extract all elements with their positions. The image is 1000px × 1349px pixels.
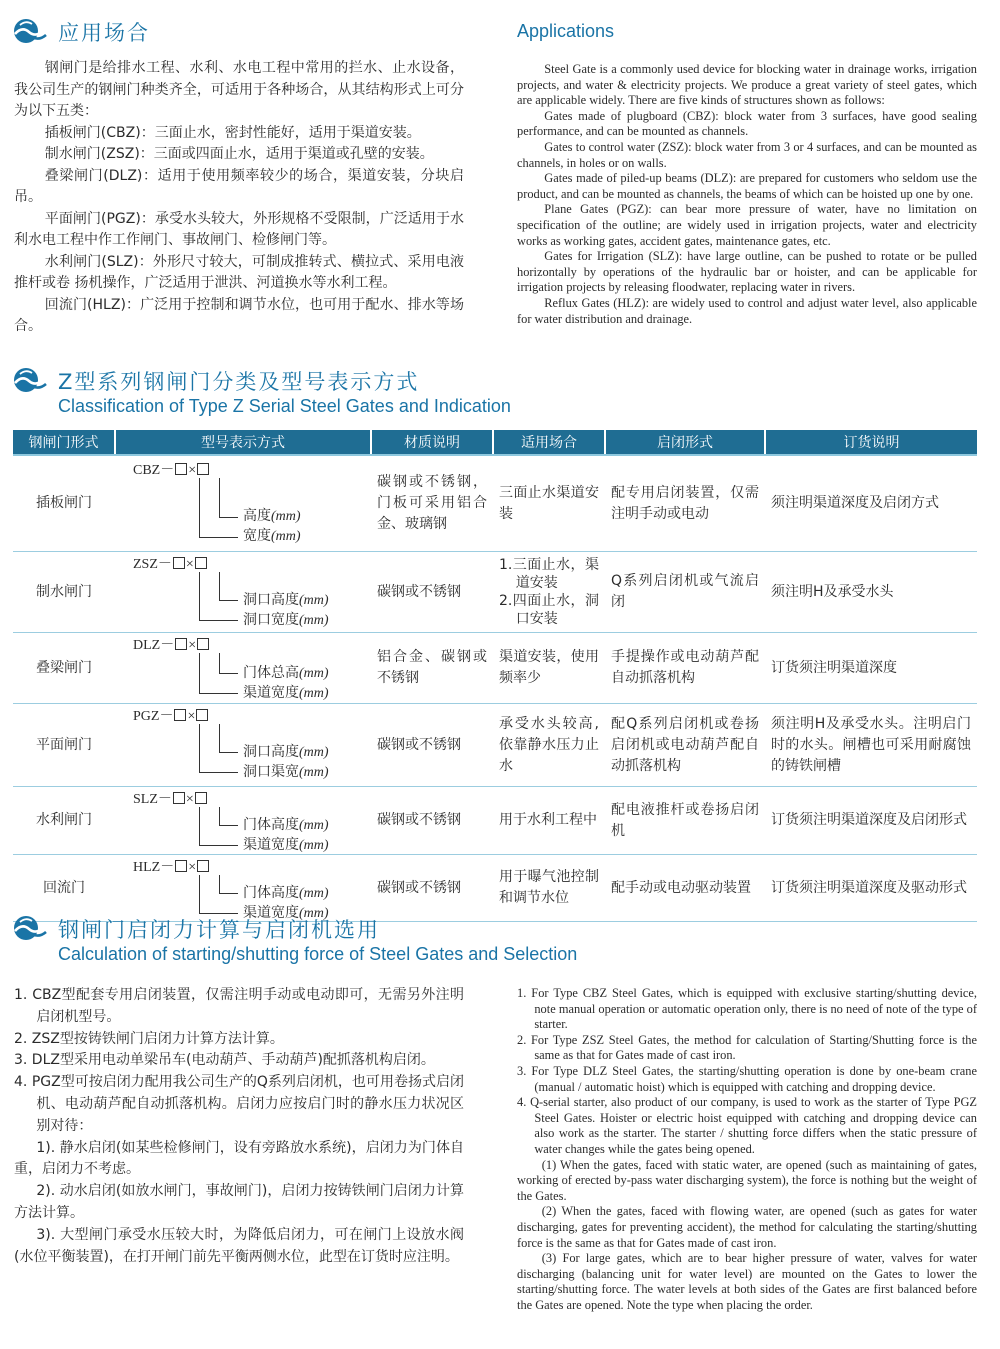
model-indication-cell: PGZ－ × 洞口高度(mm) 洞口渠宽(mm): [115, 704, 371, 787]
material-cell: 碳钢或不锈钢，门板可采用铝合金、玻璃钢: [371, 455, 493, 552]
operation-cell: 配手动或电动驱动装置: [605, 855, 765, 922]
en-paragraph: Gates made of piled-up beams (DLZ): are prepared for customers who seldom use the product, and can be mounted as channels, the beams of which can be hoisted up one by one.: [517, 171, 977, 201]
section-title-calculation-en: Calculation of starting/shutting force of Steel Gates and Selection: [58, 944, 578, 964]
dimension-label: 洞口渠宽: [243, 764, 299, 780]
en-list-item: 4. Q-serial starter, also product of our company, is used to work as the starter of Type PGZ Steel Gates. Hoister or electric hoist equipped with catching and dropping device can also work as the starter. The starter / shutting force differs when the static pressure of water changes while the gates being opened.: [517, 1095, 977, 1156]
column-header: 钢闸门形式: [13, 430, 115, 455]
order-note-cell: 订货须注明渠道深度: [765, 633, 977, 704]
model-indication-cell: DLZ－ × 门体总高(mm) 渠道宽度(mm): [115, 633, 371, 704]
cn-paragraph: 平面闸门(PGZ)：承受水头较大，外形规格不受限制，广泛适用于水利水电工程中作工作闸门、事故闸门、检修闸门等。: [14, 210, 464, 248]
section-title-applications-en: Applications: [517, 21, 615, 41]
en-paragraph: Gates for Irrigation (SLZ): have large outline, can be pushed to rotate or be pulled horizontally by operations of the hydraulic bar or hoister, and can be applicable for irrigation projects by releasing floodwater, replacing water in rivers.: [517, 249, 977, 295]
en-paragraph: Steel Gate is a commonly used device for blocking water in drainage works, irrigation projects, and water & electricity projects. We produce a great variety of steel gates, which are applicable widely. There are five kinds of structures shown as follows:: [517, 62, 977, 108]
usage-line: 1.三面止水，渠道安装: [499, 557, 599, 591]
column-header: 材质说明: [371, 430, 493, 455]
en-paragraph: Plane Gates (PGZ): can bear more pressure of water, have no limitation on specification of the outline; are widely used in irrigation projects, water and electricity works as working gates, accident gates, maintenance gates, etc.: [517, 202, 977, 248]
usage-cell: 承受水头较高,依靠静水压力止水: [493, 704, 605, 787]
dimension-label: 门体总高: [243, 665, 299, 681]
wave-logo-icon: [12, 17, 48, 47]
column-header: 型号表示方式: [115, 430, 371, 455]
cn-sub-item: 1). 静水启闭(如某些检修闸门，设有旁路放水系统)，启闭力为门体自重，启闭力不考虑。: [14, 1139, 464, 1178]
gate-type-cell: 叠梁闸门: [13, 633, 115, 704]
order-note-cell: 订货须注明渠道深度及驱动形式: [765, 855, 977, 922]
usage-line: 2.四面止水，洞口安装: [499, 593, 599, 627]
table-row: [13, 552, 977, 633]
applications-en-text: [517, 62, 977, 327]
dimension-label: 宽度: [243, 528, 271, 544]
gate-type-cell: 制水闸门: [13, 552, 115, 633]
en-list-item: 1. For Type CBZ Steel Gates, which is equipped with exclusive starting/shutting device, note manual operation or automatic operation only, there is no need of note of the type of starter.: [517, 986, 977, 1032]
operation-cell: 配电液推杆或卷扬启闭机: [605, 787, 765, 855]
section-title-classification-cn: Z型系列钢闸门分类及型号表示方式: [58, 370, 420, 394]
dimension-label: 渠道宽度: [243, 685, 299, 701]
table-row: [13, 704, 977, 787]
model-code: HLZ－: [133, 860, 175, 875]
model-indication-cell: HLZ－ × 门体高度(mm) 渠道宽度(mm): [115, 855, 371, 922]
en-sub-item: (2) When the gates, faced with flowing water, are opened (such as gates for water discharging, gates for preventing accident), the method for calculating the starting/shutting force is the same as that for Gates made of cast iron.: [517, 1204, 977, 1250]
operation-cell: 配Q系列启闭机或卷扬启闭机或电动葫芦配自动抓落机构: [605, 704, 765, 787]
section-title-applications-cn: 应用场合: [58, 21, 150, 45]
cn-list-item: 4. PGZ型可按启闭力配用我公司生产的Q系列启闭机，也可用卷扬式启闭机、电动葫芦配自动抓落机构。启闭力应按启门时的静水压力状况区别对待：: [14, 1074, 464, 1134]
cn-list-item: 1. CBZ型配套专用启闭装置，仅需注明手动或电动即可，无需另外注明启闭机型号。: [14, 987, 464, 1025]
section-title-calculation-cn: 钢闸门启闭力计算与启闭机选用: [58, 918, 380, 942]
model-indication-cell: ZSZ－ × 洞口高度(mm) 洞口宽度(mm): [115, 552, 371, 633]
order-note-cell: 须注明渠道深度及启闭方式: [765, 455, 977, 552]
table-row: [13, 633, 977, 704]
usage-cell: 三面止水渠道安装: [493, 455, 605, 552]
wave-logo-icon: [12, 914, 48, 944]
cn-paragraph: 水利闸门(SLZ)：外形尺寸较大，可制成推转式、横拉式、采用电液推杆或卷 扬机操作，广泛适用于泄洪、河道换水等水利工程。: [14, 253, 464, 291]
cn-paragraph: 钢闸门是给排水工程、水利、水电工程中常用的拦水、止水设备，我公司生产的钢闸门种类齐全，可适用于各种场合，从其结构形式上可分为以下五类：: [14, 60, 464, 119]
dimension-label: 洞口高度: [243, 592, 299, 608]
table-row: [13, 787, 977, 855]
applications-cn-text: [14, 58, 464, 338]
calculation-en-text: [517, 986, 977, 1313]
calculation-cn-text: [14, 985, 464, 1268]
model-code: PGZ－: [133, 709, 174, 724]
cn-paragraph: 回流门(HLZ)：广泛用于控制和调节水位，也可用于配水、排水等场合。: [14, 296, 464, 334]
section-title-classification-en: Classification of Type Z Serial Steel Gates and Indication: [58, 396, 511, 416]
table-row: [13, 455, 977, 552]
material-cell: 铝合金、碳钢或不锈钢: [371, 633, 493, 704]
en-sub-item: (1) When the gates, faced with static water, are opened (such as maintaining of gates, working of erected by-pass water discharging system), the force is nothing but the weight of the Gates.: [517, 1157, 977, 1203]
model-code: ZSZ－: [133, 557, 172, 572]
gate-type-cell: 回流门: [13, 855, 115, 922]
cn-paragraph: 制水闸门(ZSZ)：三面或四面止水，适用于渠道或孔壁的安装。: [44, 146, 434, 162]
gate-type-cell: 水利闸门: [13, 787, 115, 855]
dimension-label: 洞口高度: [243, 744, 299, 760]
en-paragraph: Gates to control water (ZSZ): block water from 3 or 4 surfaces, and can be mounted as channels, in holes or on walls.: [517, 139, 977, 170]
gate-classification-table: [13, 430, 977, 922]
dimension-label: 渠道宽度: [243, 905, 299, 921]
table-row: [13, 855, 977, 922]
column-header: 启闭形式: [605, 430, 765, 455]
usage-cell: 用于水利工程中: [493, 787, 605, 855]
dimension-label: 洞口宽度: [243, 612, 299, 628]
model-code: DLZ－: [133, 638, 175, 653]
operation-cell: 手提操作或电动葫芦配自动抓落机构: [605, 633, 765, 704]
wave-logo-icon: [12, 366, 48, 396]
en-paragraph: Gates made of plugboard (CBZ): block water from 3 surfaces, have good sealing performance, and can be mounted as channels.: [517, 108, 977, 139]
dimension-label: 高度: [243, 508, 271, 524]
dimension-label: 渠道宽度: [243, 837, 299, 853]
usage-cell: 渠道安装，使用频率少: [493, 633, 605, 704]
cn-sub-item: 3). 大型闸门承受水压较大时，为降低启闭力，可在闸门上设放水阀(水位平衡装置)，在打开闸门前先平衡两侧水位，此型在订货时应注明。: [14, 1226, 464, 1265]
operation-cell: 配专用启闭装置，仅需注明手动或电动: [605, 455, 765, 552]
column-header: 适用场合: [493, 430, 605, 455]
usage-cell: 用于曝气池控制和调节水位: [493, 855, 605, 922]
material-cell: 碳钢或不锈钢: [371, 787, 493, 855]
en-list-item: 3. For Type DLZ Steel Gates, the starting/shutting operation is done by one-beam crane (manual / automatic hoist) which is equipped with catching and dropping device.: [517, 1063, 977, 1094]
cn-list-item: 2. ZSZ型按铸铁闸门启闭力计算方法计算。: [14, 1030, 284, 1047]
column-header: 订货说明: [765, 430, 977, 455]
usage-cell: [493, 552, 605, 633]
gate-type-cell: 平面闸门: [13, 704, 115, 787]
order-note-cell: 订货须注明渠道深度及启闭形式: [765, 787, 977, 855]
table-header-row: [13, 430, 977, 455]
model-code: CBZ－: [133, 463, 175, 478]
material-cell: 碳钢或不锈钢: [371, 704, 493, 787]
model-indication-cell: CBZ－ × 高度(mm) 宽度(mm): [115, 455, 371, 552]
en-paragraph: Reflux Gates (HLZ): are widely used to control and adjust water level, also applicable for water distribution and drainage.: [517, 295, 977, 326]
material-cell: 碳钢或不锈钢: [371, 855, 493, 922]
material-cell: 碳钢或不锈钢: [371, 552, 493, 633]
model-indication-cell: SLZ－ × 门体高度(mm) 渠道宽度(mm): [115, 787, 371, 855]
dimension-label: 门体高度: [243, 817, 299, 833]
gate-type-cell: 插板闸门: [13, 455, 115, 552]
en-sub-item: (3) For large gates, which are to bear higher pressure of water, valves for water discharging (balancing unit for water level) are mounted on the Gates to lower the starting/shutting force. The water levels at both sides of the Gates are first balanced before the Gates are opened. Note the type when placing the order.: [517, 1251, 977, 1312]
dimension-label: 门体高度: [243, 885, 299, 901]
order-note-cell: 须注明H及承受水头。注明启门时的水头。闸槽也可采用耐腐蚀的铸铁闸槽: [765, 704, 977, 787]
cn-paragraph: 插板闸门(CBZ)：三面止水，密封性能好，适用于渠道安装。: [44, 124, 421, 141]
cn-list-item: 3. DLZ型采用电动单梁吊车(电动葫芦、手动葫芦)配抓落机构启闭。: [14, 1052, 435, 1069]
model-code: SLZ－: [133, 792, 172, 807]
operation-cell: Q系列启闭机或气流启闭: [605, 552, 765, 633]
order-note-cell: 须注明H及承受水头: [765, 552, 977, 633]
cn-paragraph: 叠梁闸门(DLZ)：适用于使用频率较少的场合，渠道安装，分块启吊。: [14, 167, 464, 205]
cn-sub-item: 2). 动水启闭(如放水闸门，事故闸门)，启闭力按铸铁闸门启闭力计算方法计算。: [14, 1183, 464, 1221]
en-list-item: 2. For Type ZSZ Steel Gates, the method for calculation of Starting/Shutting force is the same as that for Gates made of cast iron.: [517, 1032, 977, 1063]
